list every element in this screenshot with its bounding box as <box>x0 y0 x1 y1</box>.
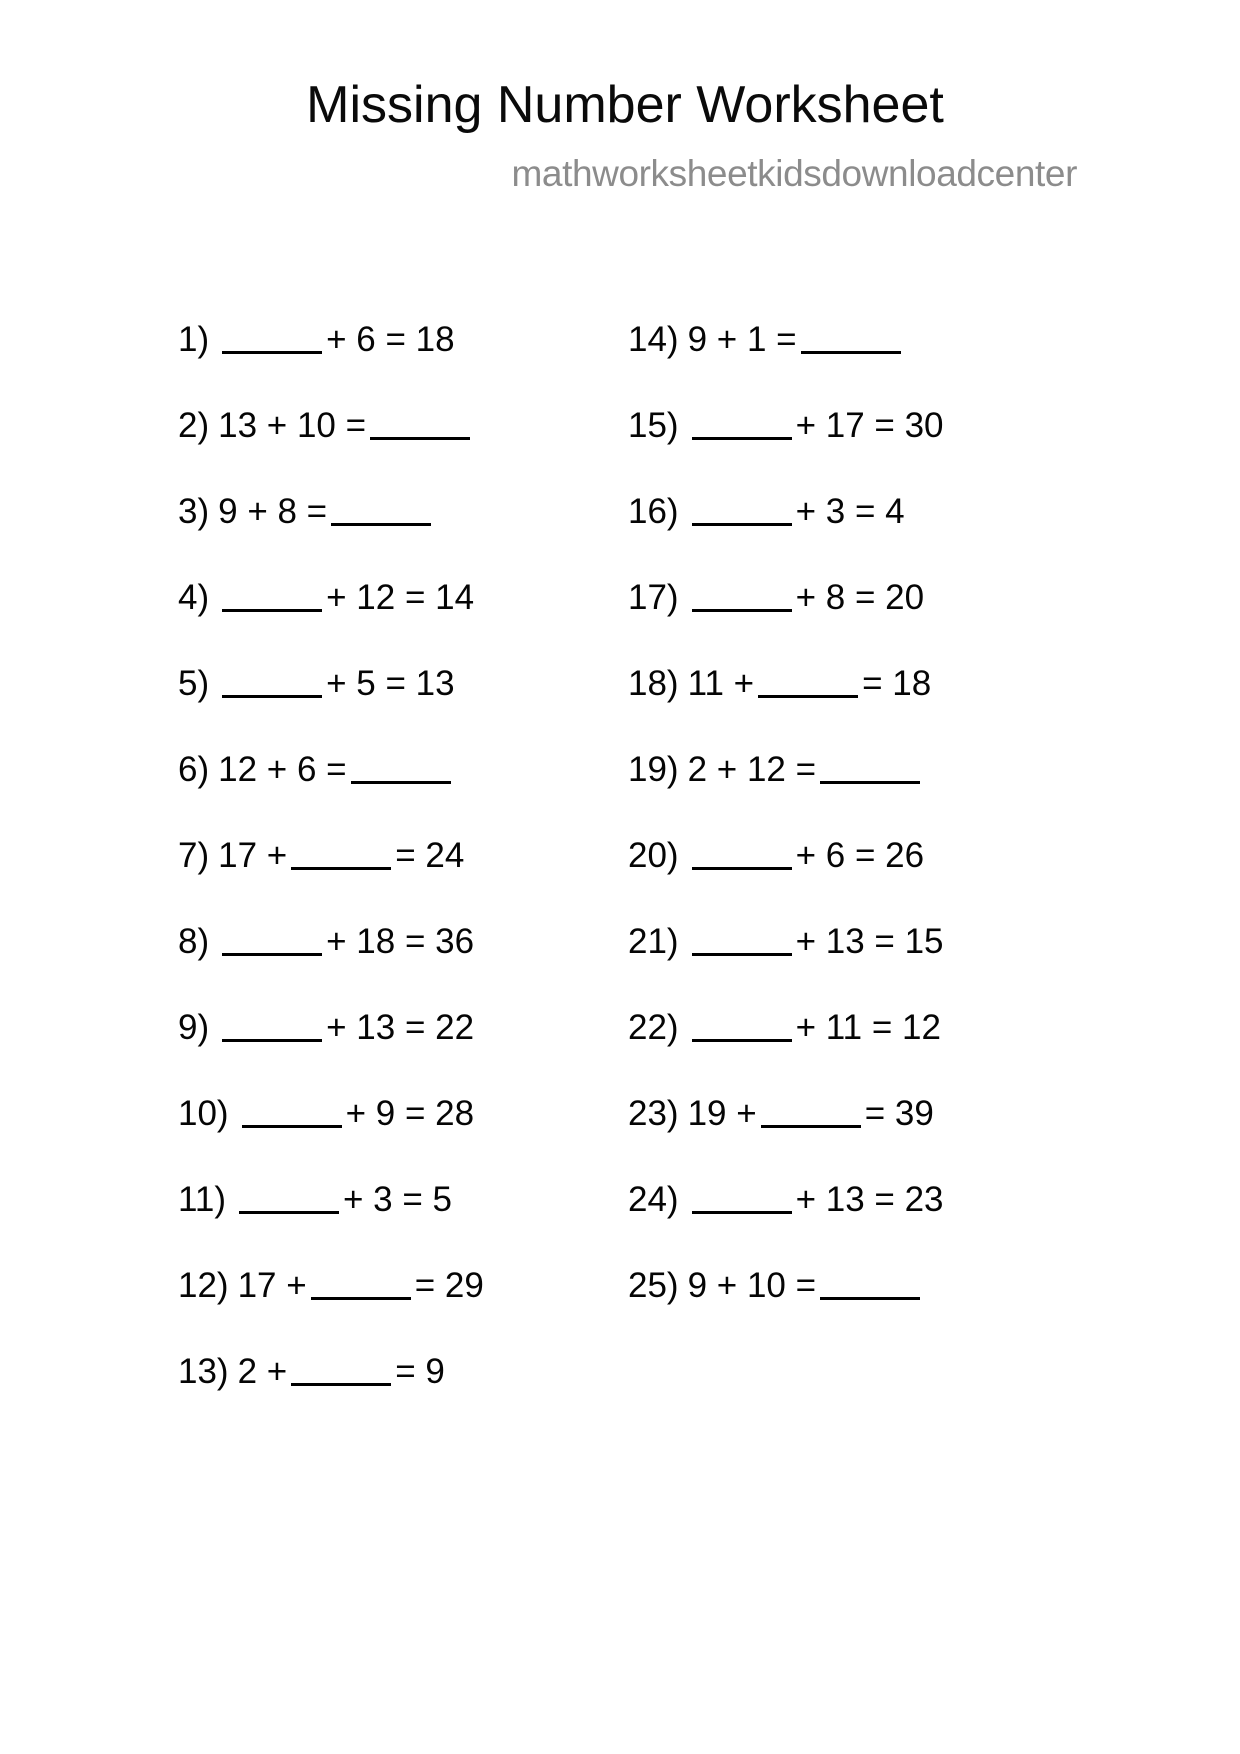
problem-number: 10) <box>178 1093 229 1133</box>
problem-item <box>628 296 1058 382</box>
answer-blank[interactable] <box>222 583 322 612</box>
problem-item <box>628 726 1058 812</box>
problem-item <box>178 726 628 812</box>
problem-expression: 13 + 10 = <box>218 405 367 445</box>
problem-expression: 17 + <box>237 1265 307 1305</box>
problem-number: 4) <box>178 577 210 617</box>
problem-item <box>628 382 1058 468</box>
problem-expression: = 39 <box>864 1093 934 1133</box>
problem-number: 2) <box>178 405 210 445</box>
problem-number: 24) <box>628 1179 679 1219</box>
answer-blank[interactable] <box>291 841 391 870</box>
problem-expression: + 12 = 14 <box>326 577 475 617</box>
problem-number: 17) <box>628 577 679 617</box>
problem-expression: 9 + 10 = <box>687 1265 817 1305</box>
problem-expression: 17 + <box>218 835 288 875</box>
problem-number: 12) <box>178 1265 229 1305</box>
problem-expression: + 9 = 28 <box>345 1093 475 1133</box>
answer-blank[interactable] <box>692 1185 792 1214</box>
answer-blank[interactable] <box>692 411 792 440</box>
problem-expression: + 3 = 5 <box>343 1179 452 1219</box>
problem-number: 13) <box>178 1351 229 1391</box>
worksheet-header <box>0 0 1240 195</box>
problem-item <box>628 1156 1058 1242</box>
problem-item <box>178 898 628 984</box>
problem-expression: 2 + 12 = <box>687 749 817 789</box>
problem-item <box>178 1328 628 1414</box>
problem-expression: 12 + 6 = <box>218 749 347 789</box>
page-title: Missing Number Worksheet <box>306 76 944 134</box>
problem-expression: + 13 = 22 <box>326 1007 475 1047</box>
answer-blank[interactable] <box>331 497 431 526</box>
problem-expression: + 13 = 15 <box>795 921 944 961</box>
answer-blank[interactable] <box>820 1271 920 1300</box>
answer-blank[interactable] <box>242 1099 342 1128</box>
problem-item <box>178 812 628 898</box>
problem-expression: + 17 = 30 <box>795 405 944 445</box>
problem-item <box>178 382 628 468</box>
problem-item <box>178 1242 628 1328</box>
problem-number: 21) <box>628 921 679 961</box>
problem-number: 14) <box>628 319 679 359</box>
problem-item <box>628 1242 1058 1328</box>
subtitle-container <box>0 153 1240 195</box>
problem-number: 23) <box>628 1093 679 1133</box>
problem-item <box>178 984 628 1070</box>
answer-blank[interactable] <box>820 755 920 784</box>
problem-expression: + 11 = 12 <box>795 1007 941 1047</box>
problem-number: 16) <box>628 491 679 531</box>
problem-number: 6) <box>178 749 210 789</box>
problem-item <box>628 812 1058 898</box>
problem-item <box>178 640 628 726</box>
right-column <box>628 296 1058 1328</box>
problem-number: 5) <box>178 663 210 703</box>
problem-number: 3) <box>178 491 210 531</box>
problem-expression: + 5 = 13 <box>326 663 455 703</box>
problem-item <box>628 1070 1058 1156</box>
problem-item <box>628 554 1058 640</box>
problem-expression: + 8 = 20 <box>795 577 925 617</box>
problem-number: 1) <box>178 319 210 359</box>
problem-expression: 11 + <box>687 663 755 703</box>
problem-number: 25) <box>628 1265 679 1305</box>
problem-expression: + 13 = 23 <box>795 1179 944 1219</box>
answer-blank[interactable] <box>351 755 451 784</box>
problem-item <box>178 296 628 382</box>
problem-expression: + 6 = 18 <box>326 319 455 359</box>
answer-blank[interactable] <box>291 1357 391 1386</box>
answer-blank[interactable] <box>758 669 858 698</box>
problem-item <box>178 1070 628 1156</box>
problem-expression: 19 + <box>687 1093 757 1133</box>
problem-item <box>178 468 628 554</box>
problem-number: 15) <box>628 405 679 445</box>
answer-blank[interactable] <box>692 497 792 526</box>
problem-number: 20) <box>628 835 679 875</box>
answer-blank[interactable] <box>370 411 470 440</box>
answer-blank[interactable] <box>692 841 792 870</box>
problem-expression: + 6 = 26 <box>795 835 925 875</box>
problem-number: 8) <box>178 921 210 961</box>
problem-expression: = 24 <box>395 835 465 875</box>
answer-blank[interactable] <box>239 1185 339 1214</box>
problem-item <box>628 468 1058 554</box>
answer-blank[interactable] <box>222 927 322 956</box>
problem-expression: 2 + <box>237 1351 288 1391</box>
problem-item <box>628 984 1058 1070</box>
site-watermark: mathworksheetkidsdownloadcenter <box>511 152 1077 194</box>
problem-item <box>628 640 1058 726</box>
problem-expression: = 18 <box>862 663 932 703</box>
answer-blank[interactable] <box>692 583 792 612</box>
problem-number: 19) <box>628 749 679 789</box>
problem-expression: 9 + 8 = <box>218 491 328 531</box>
answer-blank[interactable] <box>222 669 322 698</box>
problem-expression: = 29 <box>414 1265 484 1305</box>
problem-item <box>178 554 628 640</box>
problem-item <box>628 898 1058 984</box>
answer-blank[interactable] <box>222 1013 322 1042</box>
problem-expression: + 3 = 4 <box>795 491 905 531</box>
answer-blank[interactable] <box>222 325 322 354</box>
answer-blank[interactable] <box>692 927 792 956</box>
problem-expression: 9 + 1 = <box>687 319 797 359</box>
problem-number: 22) <box>628 1007 679 1047</box>
answer-blank[interactable] <box>311 1271 411 1300</box>
problem-expression: = 9 <box>395 1351 445 1391</box>
problem-item <box>178 1156 628 1242</box>
problem-expression: + 18 = 36 <box>326 921 475 961</box>
answer-blank[interactable] <box>692 1013 792 1042</box>
problem-number: 9) <box>178 1007 210 1047</box>
answer-blank[interactable] <box>761 1099 861 1128</box>
problem-number: 7) <box>178 835 210 875</box>
problem-grid <box>0 296 1240 1414</box>
problem-number: 18) <box>628 663 679 703</box>
problem-number: 11) <box>178 1179 226 1219</box>
left-column <box>178 296 628 1414</box>
answer-blank[interactable] <box>801 325 901 354</box>
